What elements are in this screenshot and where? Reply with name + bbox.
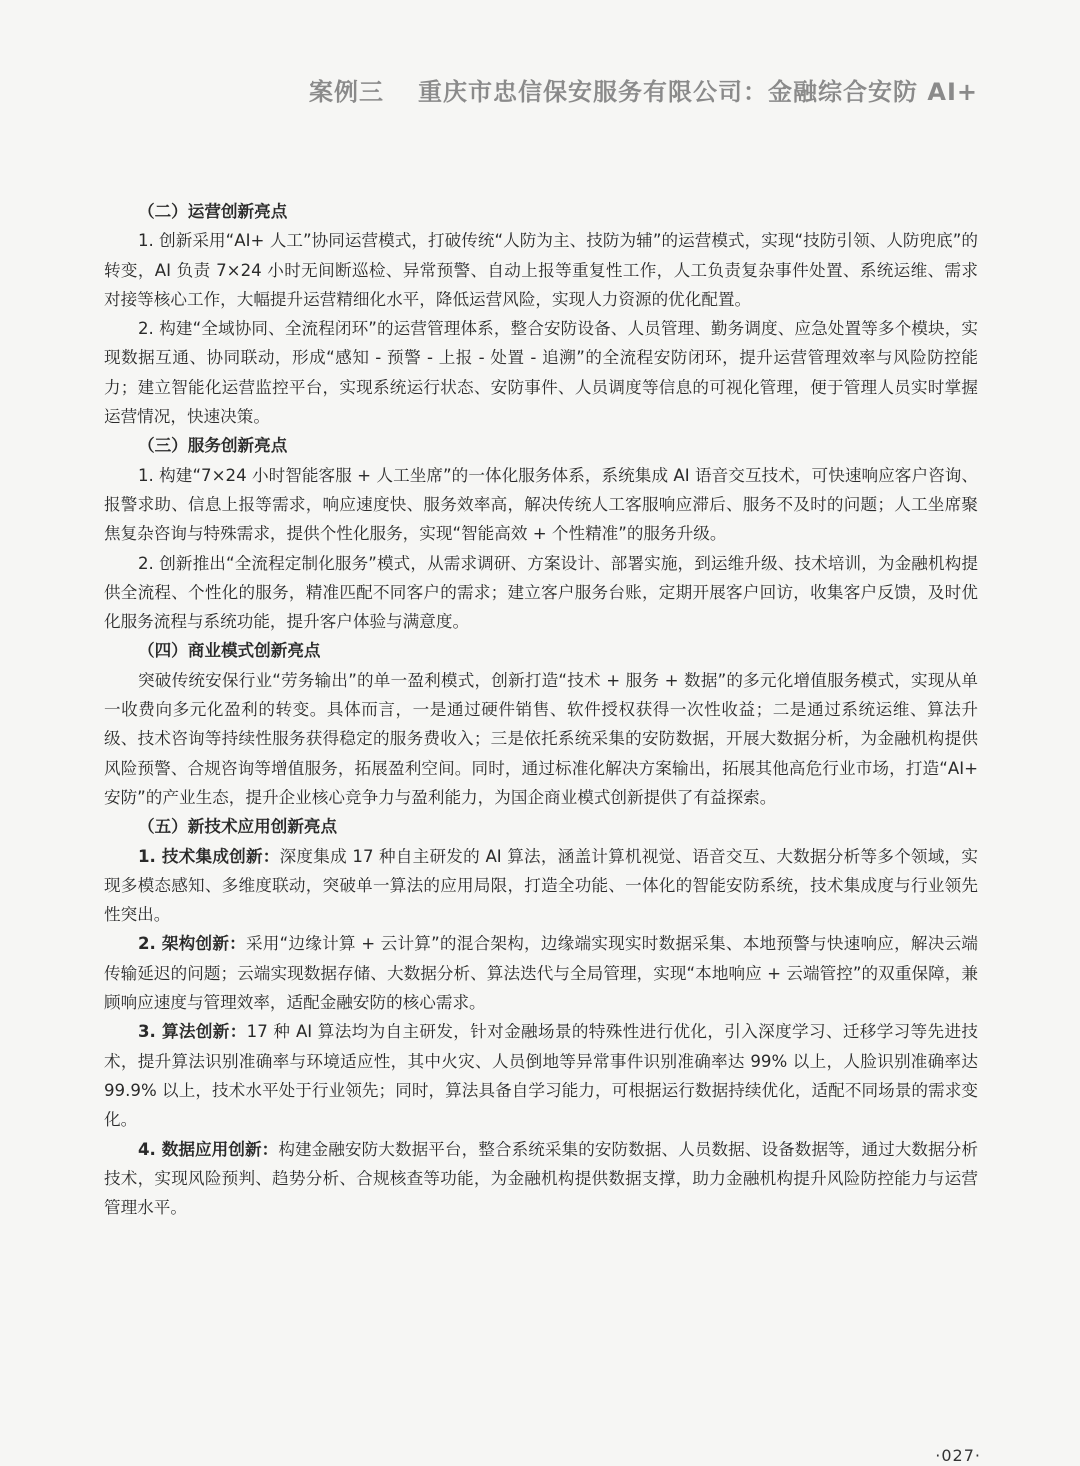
section-heading: （五）新技术应用创新亮点 [138,817,338,837]
section-heading: （四）商业模式创新亮点 [138,641,321,661]
paragraph [104,1017,978,1134]
paragraph-text: 1. 创新采用“AI+ 人工”协同运营模式，打破传统“人防为主、技防为辅”的运营模式，实现“技防引领、人防兜底”的转变，AI 负责 7×24 小时无间断巡检、异常预警、自动上报等重复性工作，人工负责复杂事件处置、系统运维、需求对接等核心工作，大幅提升运营精细化水平，降低运营风险，实现人力资源的优化配置。 [104,231,978,309]
paragraph-text: 突破传统安保行业“劳务输出”的单一盈利模式，创新打造“技术 + 服务 + 数据”的多元化增值服务模式，实现从单一收费向多元化盈利的转变。具体而言，一是通过硬件销售、软件授权获得一次性收益；二是通过系统运维、算法升级、技术咨询等持续性服务获得稳定的服务费收入；三是依托系统采集的安防数据，开展大数据分析，为金融机构提供风险预警、合规咨询等增值服务，拓展盈利空间。同时，通过标准化解决方案输出，拓展其他高危行业市场，打造“AI+ 安防”的产业生态，提升企业核心竞争力与盈利能力，为国企商业模式创新提供了有益探索。 [104,670,978,807]
paragraph-text: 1. 构建“7×24 小时智能客服 + 人工坐席”的一体化服务体系，系统集成 AI 语音交互技术，可快速响应客户咨询、报警求助、信息上报等需求，响应速度快、服务效率高，解决传统人工客服响应滞后、服务不及时的问题；人工坐席聚焦复杂咨询与特殊需求，提供个性化服务，实现“智能高效 + 个性精准”的服务升级。 [104,465,978,544]
paragraph-lead: 1. 技术集成创新： [138,846,280,866]
paragraph [104,226,978,314]
paragraph-lead: 4. 数据应用创新： [138,1139,279,1159]
paragraph [104,314,978,431]
body-content [104,197,978,1222]
paragraph-text: 17 种 AI 算法均为自主研发，针对金融场景的特殊性进行优化，引入深度学习、迁移学习等先进技术，提升算法识别准确率与环境适应性，其中火灾、人员倒地等异常事件识别准确率达 99% 以上，人脸识别准确率达 99.9% 以上，技术水平处于行业领先；同时，算法具备自学习能力，可根据运行数据持续优化，适配不同场景的需求变化。 [104,1022,978,1130]
paragraph [104,666,978,812]
paragraph-lead: 3. 算法创新： [138,1022,247,1042]
header-title: 重庆市忠信保安服务有限公司：金融综合安防 AI+ [418,78,978,106]
paragraph [104,929,978,1017]
paragraph-text: 构建金融安防大数据平台，整合系统采集的安防数据、人员数据、设备数据等，通过大数据分析技术，实现风险预判、趋势分析、合规核查等功能，为金融机构提供数据支撑，助力金融机构提升风险防控能力与运营管理水平。 [104,1139,978,1218]
paragraph [104,461,978,549]
paragraph [104,1135,978,1223]
paragraph [104,842,978,930]
case-label: 案例三 [309,78,385,106]
paragraph-text: 采用“边缘计算 + 云计算”的混合架构，边缘端实现实时数据采集、本地预警与快速响应，解决云端传输延迟的问题；云端实现数据存储、大数据分析、算法迭代与全局管理，实现“本地响应 + 云端管控”的双重保障，兼顾响应速度与管理效率，适配金融安防的核心需求。 [104,934,978,1013]
paragraph-text: 2. 创新推出“全流程定制化服务”模式，从需求调研、方案设计、部署实施，到运维升级、技术培训，为金融机构提供全流程、个性化的服务，精准匹配不同客户的需求；建立客户服务台账，定期开展客户回访，收集客户反馈，及时优化服务流程与系统功能，提升客户体验与满意度。 [104,553,978,632]
paragraph [104,549,978,637]
paragraph-lead: 2. 架构创新： [138,934,246,954]
page-number: ·027· [935,1446,981,1465]
section-heading: （二）运营创新亮点 [138,202,288,221]
section-heading: （三）服务创新亮点 [138,436,288,456]
paragraph-text: 深度集成 17 种自主研发的 AI 算法，涵盖计算机视觉、语音交互、大数据分析等多个领域，实现多模态感知、多维度联动，突破单一算法的应用局限，打造全功能、一体化的智能安防系统，技术集成度与行业领先性突出。 [104,846,978,925]
paragraph-text: 2. 构建“全域协同、全流程闭环”的运营管理体系，整合安防设备、人员管理、勤务调度、应急处置等多个模块，实现数据互通、协同联动，形成“感知 - 预警 - 上报 - 处置 - 追溯”的全流程安防闭环，提升运营管理效率与风险防控能力；建立智能化运营监控平台，实现系统运行状态、安防事件、人员调度等信息的可视化管理，便于管理人员实时掌握运营情况，快速决策。 [104,319,978,427]
running-header [309,72,978,107]
